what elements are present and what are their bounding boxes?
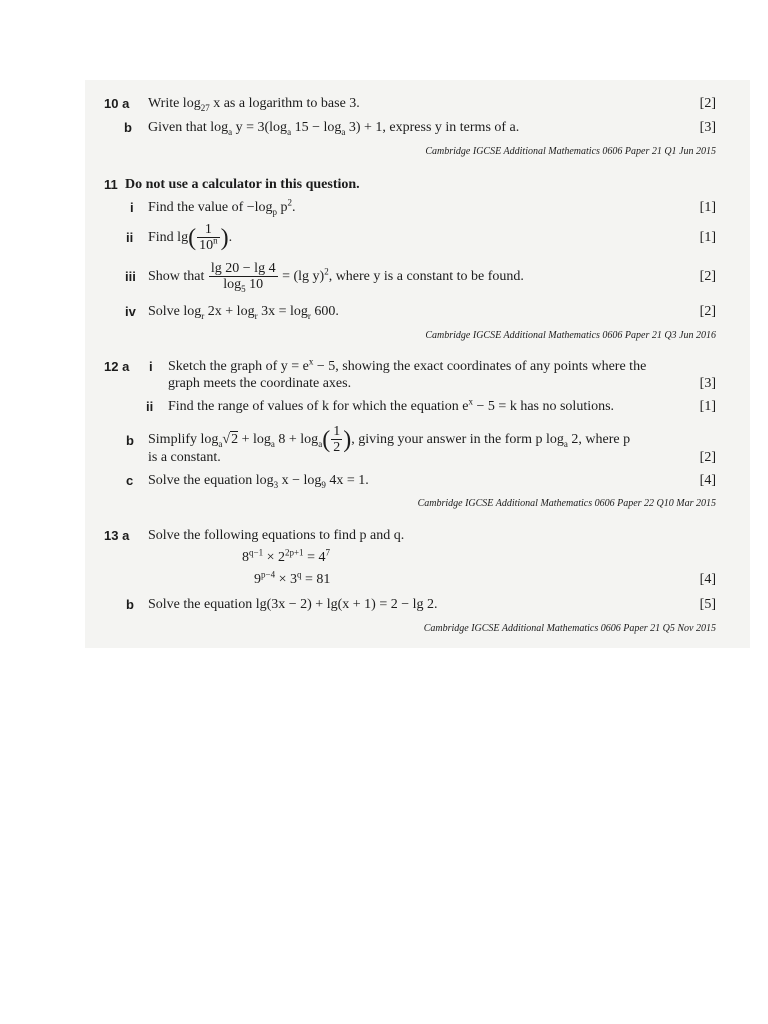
- marks: [2]: [699, 269, 716, 284]
- question-number: 10 a: [104, 96, 130, 111]
- question-text: graph meets the coordinate axes.: [168, 376, 352, 391]
- question-text: Write $\log_{27} x$ as a logarithm to base 3.: [148, 96, 360, 113]
- part-label: ii: [146, 399, 154, 414]
- marks: [3]: [699, 376, 716, 391]
- part-label: i: [149, 359, 153, 374]
- fraction: $\frac{1}{2}$: [333, 424, 341, 456]
- question-text: is a constant.: [148, 450, 221, 465]
- fraction: $\frac{1}{10^n}$: [199, 222, 218, 254]
- equation: $9^{p-4} \times 3^q = 81$: [254, 569, 331, 587]
- marks: [1]: [699, 230, 716, 245]
- question-text: Simplify $\log_a√2 + \log_a 8 + \log_a$( $\frac{1}{2}$ ), giving your answer in the form p $\log_a 2$, where p: [148, 424, 631, 456]
- marks: [4]: [699, 473, 716, 488]
- marks: [2]: [699, 450, 716, 465]
- question-text: Find the range of values of k for which the equation $e^x - 5 = k$ has no solutions.: [168, 396, 615, 414]
- fraction: $\frac{\lg 20 - \lg 4}{\log_5 10}$: [210, 261, 276, 295]
- source-citation: Cambridge IGCSE Additional Mathematics 0606 Paper 21 Q1 Jun 2015: [425, 146, 716, 157]
- question-text: Solve $\log_r 2x + \log_r 3x = \log_r 600$.: [148, 304, 339, 321]
- part-label: b: [124, 120, 132, 135]
- marks: [5]: [699, 597, 716, 612]
- part-label: ii: [126, 230, 134, 245]
- question-text: Show that $\frac{\lg 20 - \lg 4}{\log_5 10}$ = (lg y)$^2$, where y is a constant to be found.: [148, 261, 524, 295]
- part-label: b: [126, 433, 134, 448]
- part-label: iii: [125, 269, 136, 284]
- marks: [2]: [699, 96, 716, 111]
- part-label: i: [130, 200, 134, 215]
- question-text: Solve the equation $\log_3 x - \log_9 4x = 1$.: [148, 473, 369, 490]
- question-number: 12 a: [104, 359, 130, 374]
- question-text: Find lg( $\frac{1}{10^n}$ ).: [148, 222, 233, 254]
- marks: [1]: [699, 200, 716, 215]
- question-text: Sketch the graph of $y = e^x - 5$, showing the exact coordinates of any points where the: [168, 356, 647, 374]
- question-number: 11: [104, 177, 118, 192]
- question-number: 13 a: [104, 528, 130, 543]
- marks: [3]: [699, 120, 716, 135]
- instruction-heading: Do not use a calculator in this question.: [125, 177, 360, 192]
- question-text: Solve the following equations to find p and q.: [148, 528, 405, 543]
- question-text: Solve the equation lg(3x − 2) + lg(x + 1) = 2 − lg 2.: [148, 597, 438, 612]
- question-text: Find the value of $-\log_p$ $p^2$.: [148, 197, 296, 217]
- source-citation: Cambridge IGCSE Additional Mathematics 0606 Paper 21 Q3 Jun 2016: [425, 330, 716, 341]
- equation: $8^{q-1} \times 2^{2p+1} = 4^7$: [242, 547, 330, 565]
- part-label: b: [126, 597, 134, 612]
- source-citation: Cambridge IGCSE Additional Mathematics 0606 Paper 22 Q10 Mar 2015: [417, 498, 716, 509]
- marks: [1]: [699, 399, 716, 414]
- question-text: Given that $\log_a y = 3(\log_a$ $15 - \log_a 3) + 1$, express y in terms of a.: [148, 120, 520, 137]
- marks: [4]: [699, 572, 716, 587]
- source-citation: Cambridge IGCSE Additional Mathematics 0606 Paper 21 Q5 Nov 2015: [423, 623, 716, 634]
- part-label: iv: [125, 304, 136, 319]
- marks: [2]: [699, 304, 716, 319]
- part-label: c: [126, 473, 134, 488]
